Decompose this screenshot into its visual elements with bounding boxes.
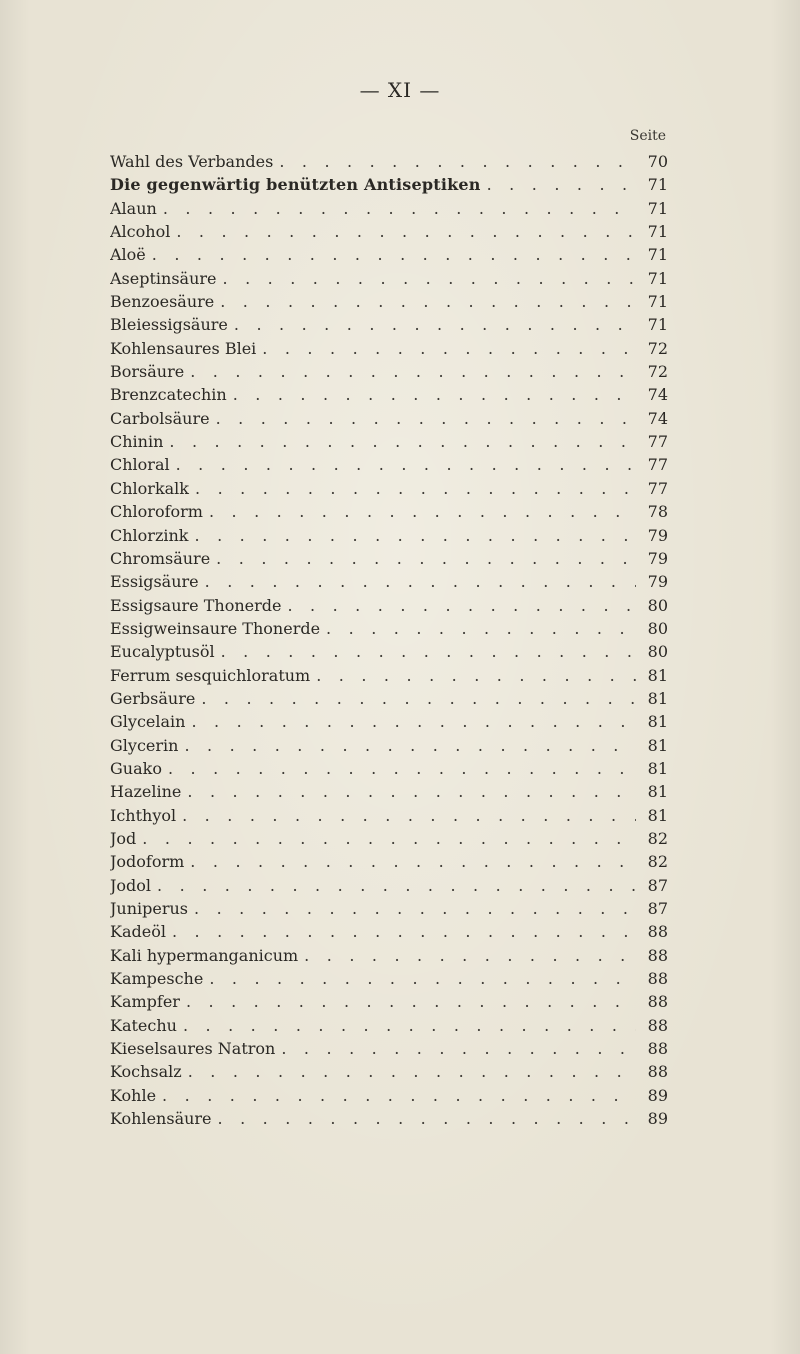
toc-entry-title: Juniperus bbox=[110, 899, 189, 918]
dot-leader bbox=[186, 990, 636, 1013]
toc-entry-page: 72 bbox=[647, 338, 668, 358]
dot-leader bbox=[326, 617, 636, 640]
toc-entry-title: Chloroform bbox=[110, 502, 203, 522]
toc-entry bbox=[110, 383, 668, 406]
toc-entry-page: 71 bbox=[647, 175, 668, 195]
toc-entry bbox=[110, 664, 668, 687]
toc-entry-title: Essigweinsaure Thonerde bbox=[110, 618, 321, 638]
dot-leader bbox=[234, 313, 636, 336]
toc-entry bbox=[110, 687, 668, 710]
dot-leader bbox=[168, 757, 636, 780]
toc-entry-page: 79 bbox=[647, 525, 668, 545]
dot-leader bbox=[190, 360, 636, 383]
toc-entry bbox=[110, 407, 668, 430]
toc-entry bbox=[110, 500, 668, 523]
toc-entry bbox=[110, 243, 668, 266]
toc-entry-page: 81 bbox=[647, 735, 668, 755]
toc-entry-page: 88 bbox=[647, 922, 668, 942]
toc-entry-title: Jodoform bbox=[110, 852, 185, 872]
dot-leader bbox=[163, 197, 636, 220]
toc-entry-page: 71 bbox=[647, 222, 668, 242]
dot-leader bbox=[221, 640, 636, 663]
toc-entry bbox=[110, 477, 668, 500]
dot-leader bbox=[142, 827, 636, 850]
toc-entry bbox=[110, 1107, 668, 1130]
dot-leader bbox=[209, 967, 636, 990]
toc-entry-title: Gerbsäure bbox=[110, 688, 196, 708]
toc-entry bbox=[110, 313, 668, 336]
toc-entry-page: 88 bbox=[647, 969, 668, 989]
toc-entry-page: 77 bbox=[647, 432, 668, 452]
toc-entry-page: 80 bbox=[647, 618, 668, 638]
toc-entry-title: Kampesche bbox=[110, 969, 204, 989]
toc-entry-title: Aloë bbox=[110, 245, 146, 265]
dot-leader bbox=[182, 804, 636, 827]
dot-leader bbox=[152, 243, 636, 266]
toc-entry bbox=[110, 337, 668, 360]
dot-leader bbox=[220, 290, 636, 313]
toc-entry-title: Essigsäure bbox=[110, 572, 199, 592]
toc-entry bbox=[110, 804, 668, 827]
toc-entry bbox=[110, 1060, 668, 1083]
toc-entry-title: Kochsalz bbox=[110, 1062, 182, 1082]
dot-leader bbox=[194, 897, 636, 920]
toc-entry-title: Ichthyol bbox=[110, 805, 177, 825]
toc-entry-page: 82 bbox=[647, 852, 668, 872]
toc-entry bbox=[110, 267, 668, 290]
dot-leader bbox=[487, 173, 636, 196]
toc-entry bbox=[110, 640, 668, 663]
toc-entry-title: Bleiessigsäure bbox=[110, 315, 228, 335]
toc-entry-page: 82 bbox=[647, 828, 668, 848]
toc-entry bbox=[110, 173, 668, 196]
dot-leader bbox=[209, 500, 636, 523]
toc-entry-page: 71 bbox=[647, 268, 668, 288]
toc-entry-page: 81 bbox=[647, 665, 668, 685]
toc-entry-title: Kadeöl bbox=[110, 922, 166, 942]
toc-entry-title: Guako bbox=[110, 758, 162, 778]
dot-leader bbox=[223, 267, 637, 290]
toc-entry bbox=[110, 524, 668, 547]
dot-leader bbox=[176, 453, 636, 476]
toc-entry-title: Chlorkalk bbox=[110, 478, 189, 498]
toc-entry-page: 89 bbox=[647, 1085, 668, 1105]
toc-entry-page: 81 bbox=[647, 688, 668, 708]
toc-entry bbox=[110, 594, 668, 617]
toc-entry-title: Alaun bbox=[110, 198, 157, 218]
toc-entry-page: 80 bbox=[647, 595, 668, 615]
dot-leader bbox=[157, 874, 636, 897]
toc-entry-title: Kohle bbox=[110, 1085, 157, 1105]
toc-entry-page: 81 bbox=[647, 758, 668, 778]
dot-leader bbox=[216, 547, 636, 570]
toc-entry bbox=[110, 197, 668, 220]
toc-entry-title: Kohlensäure bbox=[110, 1109, 212, 1129]
dot-leader bbox=[195, 477, 636, 500]
dot-leader bbox=[279, 150, 636, 173]
dot-leader bbox=[281, 1037, 636, 1060]
toc-entry-page: 71 bbox=[647, 198, 668, 218]
toc-entry-page: 77 bbox=[647, 478, 668, 498]
dot-leader bbox=[233, 383, 636, 406]
toc-entry-page: 77 bbox=[647, 455, 668, 475]
toc-entry-title: Kali hypermanganicum bbox=[110, 945, 299, 965]
toc-entry bbox=[110, 710, 668, 733]
dot-leader bbox=[176, 220, 636, 243]
dot-leader bbox=[287, 594, 636, 617]
toc-entry-title: Carbolsäure bbox=[110, 408, 210, 428]
toc-entry bbox=[110, 617, 668, 640]
dot-leader bbox=[262, 337, 636, 360]
dot-leader bbox=[187, 780, 636, 803]
dot-leader bbox=[188, 1060, 636, 1083]
dot-leader bbox=[304, 944, 636, 967]
toc-entry-page: 87 bbox=[647, 875, 668, 895]
toc-entry bbox=[110, 734, 668, 757]
toc-entry bbox=[110, 430, 668, 453]
toc-entry-title: Wahl des Verbandes bbox=[110, 152, 274, 171]
dot-leader bbox=[162, 1084, 636, 1107]
toc-entry bbox=[110, 967, 668, 990]
dot-leader bbox=[216, 407, 636, 430]
dot-leader bbox=[172, 920, 636, 943]
toc-entry-page: 81 bbox=[647, 782, 668, 802]
toc-entry-page: 87 bbox=[647, 899, 668, 918]
toc-entry-title: Katechu bbox=[110, 1015, 177, 1035]
toc-entry-page: 81 bbox=[647, 712, 668, 732]
dot-leader bbox=[195, 524, 637, 547]
toc-entry-title: Ferrum sesquichloratum bbox=[110, 665, 311, 685]
toc-entry-page: 71 bbox=[647, 292, 668, 312]
toc-entry-page: 88 bbox=[647, 1015, 668, 1035]
toc-entry-title: Die gegenwärtig benützten Antiseptiken bbox=[110, 175, 481, 195]
toc-entry bbox=[110, 990, 668, 1013]
toc-entry-title: Benzoesäure bbox=[110, 292, 215, 312]
toc-entry-title: Glycerin bbox=[110, 735, 179, 755]
dot-leader bbox=[316, 664, 636, 687]
dot-leader bbox=[183, 1014, 636, 1037]
toc-entry bbox=[110, 897, 668, 920]
toc-entry-title: Chlorzink bbox=[110, 525, 189, 545]
dot-leader bbox=[169, 430, 636, 453]
toc-entry bbox=[110, 874, 668, 897]
toc-entry-title: Kampfer bbox=[110, 992, 180, 1012]
toc-entry-title: Alcohol bbox=[110, 222, 171, 242]
toc-entry bbox=[110, 757, 668, 780]
toc-entry-title: Borsäure bbox=[110, 362, 185, 382]
toc-entry-page: 88 bbox=[647, 992, 668, 1012]
toc-entry-title: Hazeline bbox=[110, 782, 182, 802]
dot-leader bbox=[184, 734, 636, 757]
toc-entry bbox=[110, 360, 668, 383]
toc-entry-title: Chloral bbox=[110, 455, 170, 475]
toc-entry-title: Kieselsaures Natron bbox=[110, 1039, 276, 1059]
toc-entry-page: 88 bbox=[647, 1062, 668, 1082]
toc-entry-page: 74 bbox=[647, 408, 668, 428]
toc-entry-page: 70 bbox=[647, 152, 668, 171]
toc-entry-page: 71 bbox=[647, 315, 668, 335]
table-of-contents bbox=[110, 150, 668, 1130]
toc-entry bbox=[110, 827, 668, 850]
toc-entry-page: 88 bbox=[647, 1039, 668, 1059]
toc-entry-title: Essigsaure Thonerde bbox=[110, 595, 282, 615]
toc-entry bbox=[110, 780, 668, 803]
toc-entry bbox=[110, 150, 668, 173]
toc-entry-title: Eucalyptusöl bbox=[110, 642, 215, 662]
toc-entry-page: 79 bbox=[647, 548, 668, 568]
toc-entry-page: 79 bbox=[647, 572, 668, 592]
toc-entry-title: Glycelain bbox=[110, 712, 186, 732]
dot-leader bbox=[205, 570, 636, 593]
toc-entry-page: 71 bbox=[647, 245, 668, 265]
toc-entry-title: Aseptinsäure bbox=[110, 268, 217, 288]
toc-entry-page: 89 bbox=[647, 1109, 668, 1129]
toc-entry bbox=[110, 850, 668, 873]
toc-entry bbox=[110, 547, 668, 570]
dot-leader bbox=[190, 850, 636, 873]
toc-entry bbox=[110, 220, 668, 243]
toc-entry bbox=[110, 453, 668, 476]
toc-entry-page: 74 bbox=[647, 385, 668, 405]
toc-entry bbox=[110, 1037, 668, 1060]
toc-entry-title: Kohlensaures Blei bbox=[110, 338, 257, 358]
toc-entry bbox=[110, 290, 668, 313]
toc-entry-title: Jodol bbox=[110, 875, 152, 895]
toc-entry bbox=[110, 570, 668, 593]
toc-entry-page: 81 bbox=[647, 805, 668, 825]
page-number-header: — XI — bbox=[359, 78, 441, 102]
toc-entry-title: Brenzcatechin bbox=[110, 385, 227, 405]
toc-entry-title: Chromsäure bbox=[110, 548, 211, 568]
dot-leader bbox=[191, 710, 636, 733]
toc-entry-title: Jod bbox=[110, 828, 137, 848]
toc-entry-page: 72 bbox=[647, 362, 668, 382]
toc-entry bbox=[110, 1014, 668, 1037]
dot-leader bbox=[218, 1107, 636, 1130]
dot-leader bbox=[201, 687, 636, 710]
toc-entry bbox=[110, 1084, 668, 1107]
page-column-heading: Seite bbox=[629, 128, 666, 144]
toc-entry-page: 88 bbox=[647, 945, 668, 965]
toc-entry bbox=[110, 920, 668, 943]
toc-entry-page: 80 bbox=[647, 642, 668, 662]
toc-entry-page: 78 bbox=[647, 502, 668, 522]
toc-entry-title: Chinin bbox=[110, 432, 164, 452]
toc-entry bbox=[110, 944, 668, 967]
